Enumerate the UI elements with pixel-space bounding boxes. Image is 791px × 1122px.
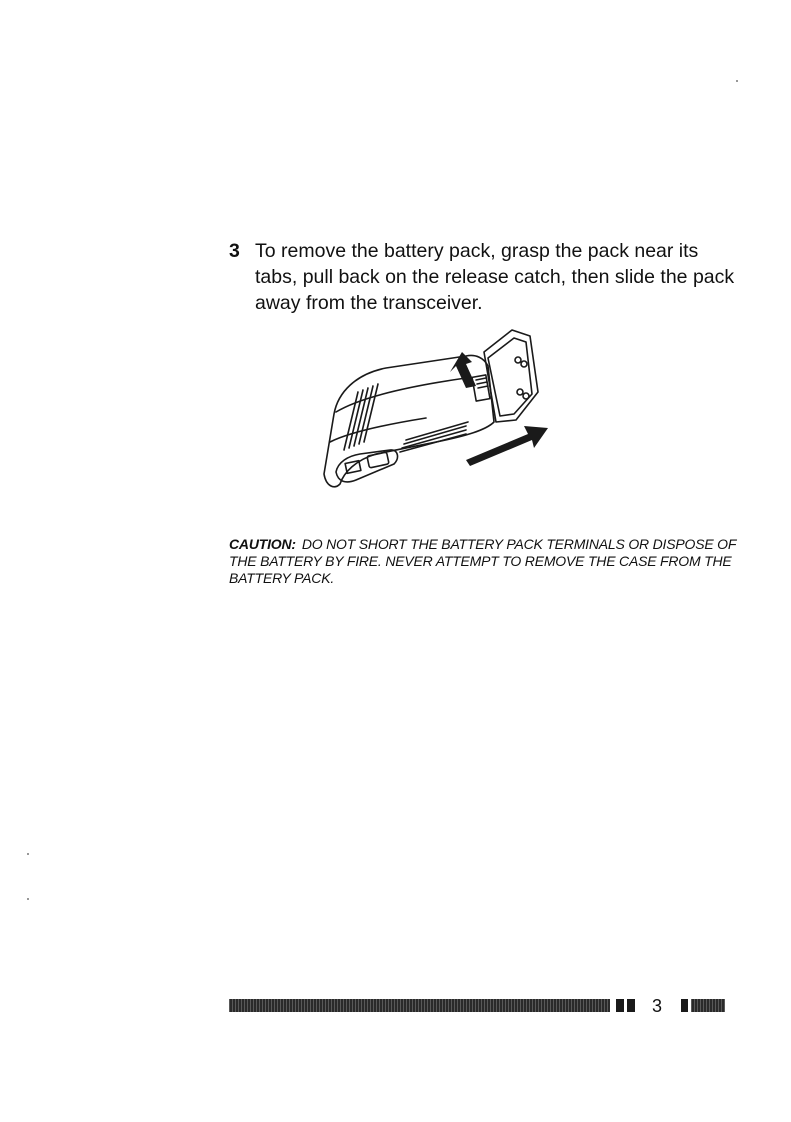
caution-label: CAUTION: [229,536,296,552]
footer-bar [229,999,610,1012]
step-number: 3 [229,240,240,262]
instruction-step-3 [229,238,749,316]
footer-block [627,999,635,1012]
caution-text: DO NOT SHORT THE BATTERY PACK TERMINALS OR DISPOSE OF THE BATTERY BY FIRE. NEVER ATTEMPT TO REMOVE THE CASE FROM THE BATTERY PACK. [229,536,736,586]
slide-away-arrow [466,426,548,466]
footer-block [681,999,688,1012]
caution-note [229,536,749,587]
scan-speck [736,80,738,82]
step-text: To remove the battery pack, grasp the pack near its tabs, pull back on the release catch, then slide the pack away from the transceiver. [255,240,735,314]
scan-speck [27,898,29,900]
scan-speck [27,853,29,855]
footer-block [616,999,624,1012]
footer-bar-tail [691,999,725,1012]
page-number: 3 [652,996,663,1016]
battery-removal-illustration [316,322,556,497]
